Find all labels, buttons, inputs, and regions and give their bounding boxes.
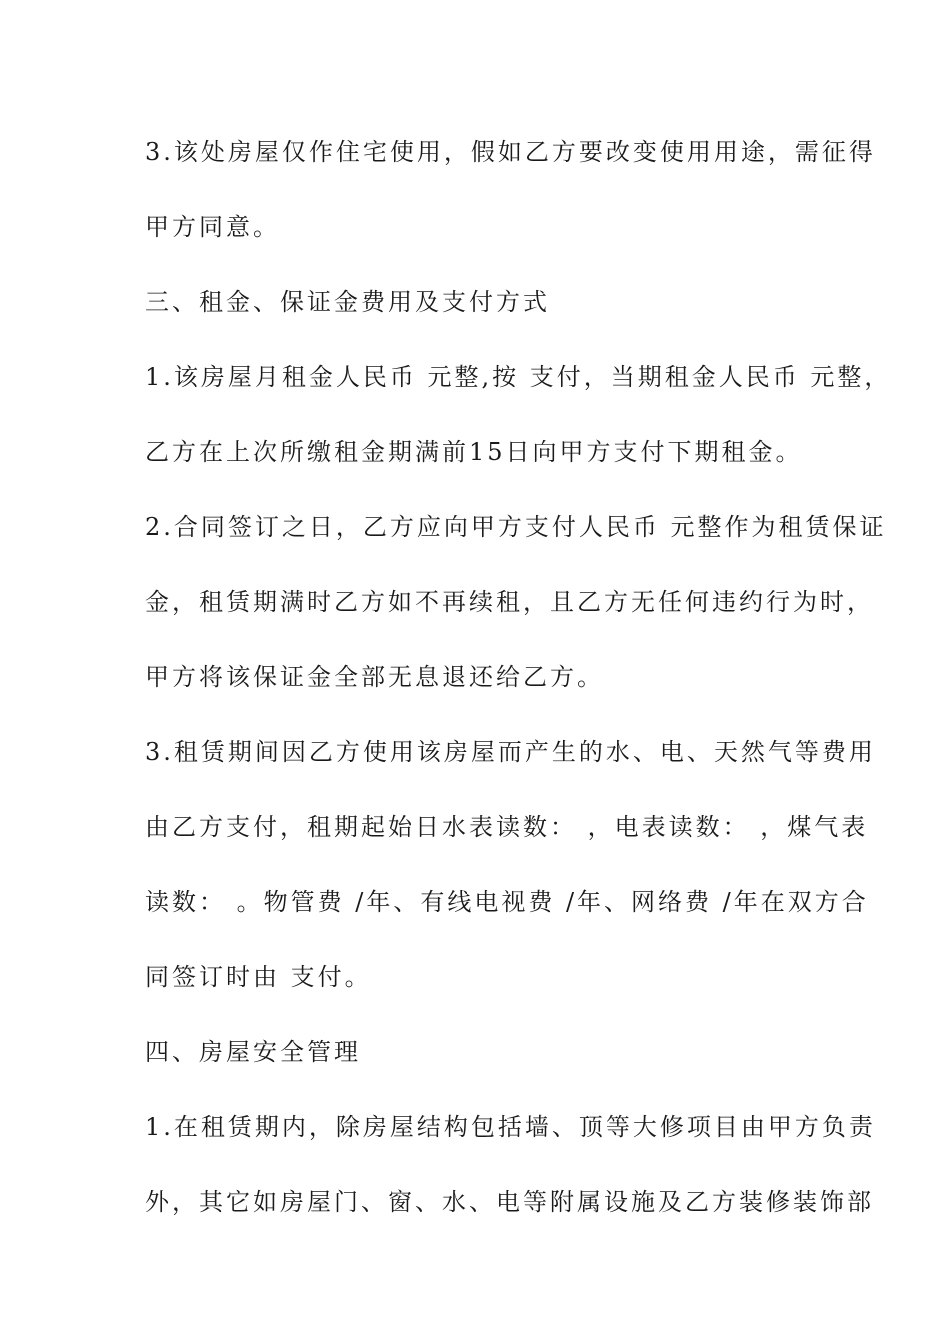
rent-clause-3-line-2: 由乙方支付，租期起始日水表读数： ，电表读数： ，煤气表 xyxy=(145,813,869,841)
rent-clause-3-line-4: 同签订时由 支付。 xyxy=(145,963,372,991)
section-3-heading: 三、租金、保证金费用及支付方式 xyxy=(145,288,550,316)
safety-clause-1-line-1: 1.在租赁期内，除房屋结构包括墙、顶等大修项目由甲方负责 xyxy=(145,1113,876,1141)
rent-clause-1-line-2: 乙方在上次所缴租金期满前15日向甲方支付下期租金。 xyxy=(145,438,803,466)
rent-clause-3-line-3: 读数： 。物管费 /年、有线电视费 /年、网络费 /年在双方合 xyxy=(145,888,869,916)
rent-clause-3-line-1: 3.租赁期间因乙方使用该房屋而产生的水、电、天然气等费用 xyxy=(145,738,876,766)
rent-clause-2-line-1: 2.合同签订之日，乙方应向甲方支付人民币 元整作为租赁保证 xyxy=(145,513,887,541)
rent-clause-2-line-3: 甲方将该保证金全部无息退还给乙方。 xyxy=(145,663,604,691)
rent-clause-2-line-2: 金，租赁期满时乙方如不再续租，且乙方无任何违约行为时， xyxy=(145,588,874,616)
clause-3-usage-line-2: 甲方同意。 xyxy=(145,213,280,241)
clause-3-usage-line-1: 3.该处房屋仅作住宅使用，假如乙方要改变使用用途，需征得 xyxy=(145,138,876,166)
rent-clause-1-line-1: 1.该房屋月租金人民币 元整,按 支付，当期租金人民币 元整， xyxy=(145,363,892,391)
section-4-heading: 四、房屋安全管理 xyxy=(145,1038,361,1066)
safety-clause-1-line-2: 外，其它如房屋门、窗、水、电等附属设施及乙方装修装饰部 xyxy=(145,1188,874,1216)
